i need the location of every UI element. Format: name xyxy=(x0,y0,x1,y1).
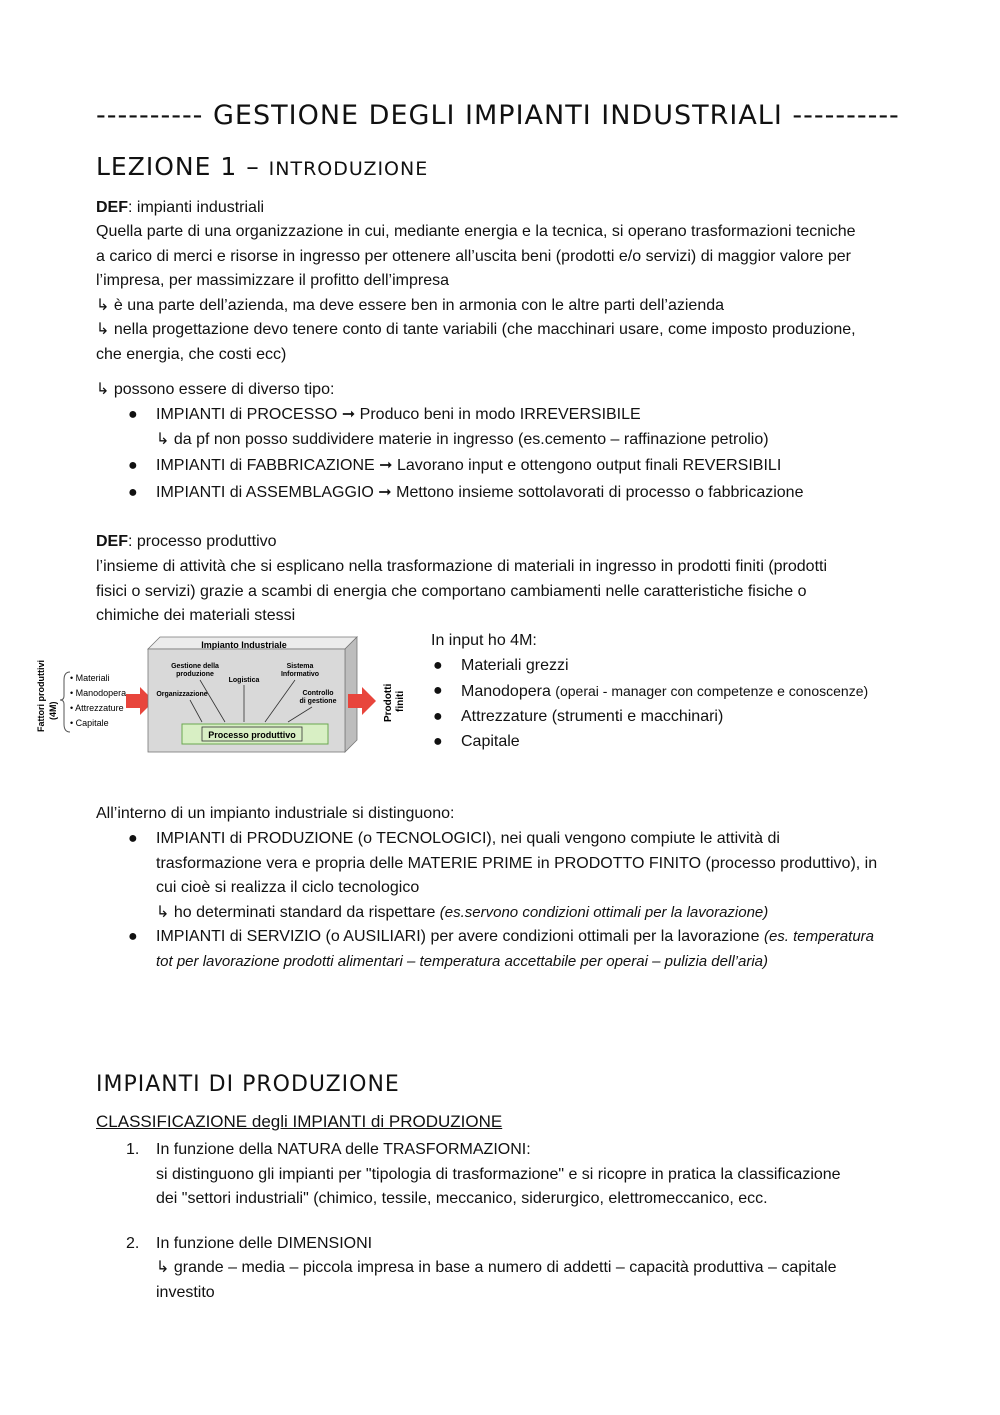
types-list xyxy=(96,403,926,505)
list-item-text: IMPIANTI di PROCESSO ➞ Produco beni in modo IRREVERSIBILE xyxy=(156,406,641,423)
list-item-line: ↳ grande – media – piccola impresa in base a numero di addetti – capacità produttiva – capitale xyxy=(156,1259,837,1276)
list-item-line: IMPIANTI di PRODUZIONE (o TECNOLOGICI), nei quali vengono compiute le attività di xyxy=(156,830,780,847)
list-item-line: dei "settori industriali" (chimico, tessile, meccanico, siderurgico, elettromeccanico, ecc. xyxy=(156,1190,768,1207)
node-label: Logistica xyxy=(228,677,260,684)
def-processo-heading xyxy=(96,530,277,555)
input-label: • Capitale xyxy=(70,718,109,728)
text-line: a carico di merci e risorse in ingresso per ottenere all’uscita beni (prodotti e/o servizi) di maggior valore per xyxy=(96,247,851,265)
list-number: 1. xyxy=(126,1141,140,1158)
distinction-list xyxy=(96,827,936,974)
left-label-line2: (4M) xyxy=(48,701,58,720)
list-item xyxy=(96,481,926,506)
bullet-icon: ● xyxy=(433,708,443,725)
list-item-line: si distinguono gli impianti per "tipologia di trasformazione" e si ricopre in pratica la classificazione xyxy=(156,1165,841,1183)
bullet-icon: ● xyxy=(128,928,138,945)
text-line: Quella parte di una organizzazione in cui, mediante energia e la tecnica, si operano trasformazioni tecniche xyxy=(96,223,856,240)
list-item-sub xyxy=(156,901,936,926)
bullet-icon: ● xyxy=(128,830,138,847)
text-line: l’impresa, per massimizzare il profitto dell’impresa xyxy=(96,272,449,289)
right-label-line2: finiti xyxy=(395,690,406,712)
list-item-line: In funzione della NATURA delle TRASFORMAZIONI: xyxy=(156,1141,531,1158)
input-label: • Manodopera xyxy=(70,688,127,698)
text-line: l’insieme di attività che si esplicano nella trasformazione di materiali in ingresso in prodotti finiti (prodotti xyxy=(96,558,828,575)
list-item-sub: ↳ da pf non posso suddividere materie in ingresso (es.cemento – raffinazione petrolio) xyxy=(156,430,769,448)
input-label: • Attrezzature xyxy=(70,703,124,713)
sub-italic: (es.servono condizioni ottimali per la lavorazione) xyxy=(439,903,769,921)
list-item-line: In funzione delle DIMENSIONI xyxy=(156,1234,373,1252)
sub-text: ↳ ho determinati standard da rispettare xyxy=(156,903,440,921)
def-title: : processo produttivo xyxy=(128,533,277,550)
right-label-line1: Prodotti xyxy=(383,683,394,722)
list-item xyxy=(96,925,936,974)
list-item-italic: (es. temperatura xyxy=(763,928,874,945)
list-number: 2. xyxy=(126,1234,140,1252)
section-heading: IMPIANTI DI PRODUZIONE xyxy=(96,1072,400,1097)
list-item xyxy=(96,1138,936,1212)
inputs-list xyxy=(401,654,921,755)
text-line: fisici o servizi) grazie a scambi di energia che comportano cambiamenti nelle caratteristiche fisiche o xyxy=(96,582,807,600)
text-line: chimiche dei materiali stessi xyxy=(96,607,296,624)
list-item-text: IMPIANTI di SERVIZIO (o AUSILIARI) per avere condizioni ottimali per la lavorazione xyxy=(156,928,764,945)
left-label-line1: Fattori produttivi xyxy=(36,660,46,732)
document-title: ---------- GESTIONE DEGLI IMPIANTI INDUSTRIALI ---------- xyxy=(96,100,900,131)
def-label: DEF xyxy=(96,199,128,216)
def-processo-body xyxy=(96,555,916,629)
list-item xyxy=(96,827,936,925)
section-subheading: CLASSIFICAZIONE degli IMPIANTI di PRODUZIONE xyxy=(96,1112,503,1131)
def-label: DEF xyxy=(96,533,128,550)
lesson-heading-main: LEZIONE 1 – xyxy=(96,152,269,181)
classification-list xyxy=(96,1138,936,1305)
def-title: : impianti industriali xyxy=(128,199,265,216)
list-item-text: Manodopera xyxy=(461,683,556,700)
list-item-text: Attrezzature (strumenti e macchinari) xyxy=(461,708,724,725)
list-item-line: investito xyxy=(156,1283,215,1301)
bullet-icon: ● xyxy=(128,406,138,423)
inputs-intro: In input ho 4M: xyxy=(431,632,537,649)
brace-icon xyxy=(60,672,70,732)
list-item-text: IMPIANTI di ASSEMBLAGGIO ➞ Mettono insieme sottolavorati di processo o fabbricazione xyxy=(156,483,804,501)
list-item xyxy=(96,1232,936,1306)
list-item-line: cui cioè si realizza il ciclo tecnologico xyxy=(156,879,420,896)
left-label xyxy=(36,660,58,732)
bullet-icon: ● xyxy=(433,733,443,750)
list-item xyxy=(96,454,926,479)
list-item xyxy=(96,403,926,452)
node-label: produzione xyxy=(176,671,214,678)
list-item-text: IMPIANTI di FABBRICAZIONE ➞ Lavorano input e ottengono output finali REVERSIBILI xyxy=(156,457,782,474)
bullet-icon: ● xyxy=(433,682,443,699)
bullet-icon: ● xyxy=(128,457,138,474)
text-line: ↳ è una parte dell’azienda, ma deve essere ben in armonia con le altre parti dell’azienda xyxy=(96,296,725,314)
list-item xyxy=(401,730,921,755)
list-item xyxy=(401,705,921,730)
lesson-heading xyxy=(96,152,428,181)
list-item-text: Materiali grezzi xyxy=(461,657,569,674)
bullet-icon: ● xyxy=(433,657,443,674)
process-label: Processo produttivo xyxy=(208,730,296,740)
text-line: che energia, che costi ecc) xyxy=(96,345,287,363)
node-label: Gestione della xyxy=(171,663,219,670)
node-label: di gestione xyxy=(299,698,337,705)
node-label: Sistema xyxy=(286,663,314,670)
text-line: ↳ nella progettazione devo tenere conto di tante variabili (che macchinari usare, come imposto produzione, xyxy=(96,321,856,338)
types-intro: ↳ possono essere di diverso tipo: xyxy=(96,381,335,398)
bullet-icon: ● xyxy=(128,483,138,501)
list-item-line: trasformazione vera e propria delle MATERIE PRIME in PRODOTTO FINITO (processo produttivo), in xyxy=(156,854,878,872)
node-label: Informativo xyxy=(280,671,320,678)
distinction-intro: All’interno di un impianto industriale si distinguono: xyxy=(96,805,455,822)
list-item xyxy=(401,679,921,705)
list-item xyxy=(401,654,921,679)
def-impianti-body xyxy=(96,220,916,367)
lesson-heading-sub: INTRODUZIONE xyxy=(268,158,429,180)
node-label: Organizzazione xyxy=(156,691,208,698)
list-item-note: (operai - manager con competenze e conoscenze) xyxy=(555,683,869,699)
list-item-italic-line: tot per lavorazione prodotti alimentari – temperatura accettabile per operai – pulizia dell’aria) xyxy=(156,952,768,970)
impianto-industriale-diagram xyxy=(30,632,415,760)
list-item-text: Capitale xyxy=(461,733,520,750)
node-label: Controllo xyxy=(302,690,334,697)
def-impianti-heading xyxy=(96,196,264,221)
box-title: Impianto Industriale xyxy=(201,640,287,650)
input-label: • Materiali xyxy=(70,673,110,683)
